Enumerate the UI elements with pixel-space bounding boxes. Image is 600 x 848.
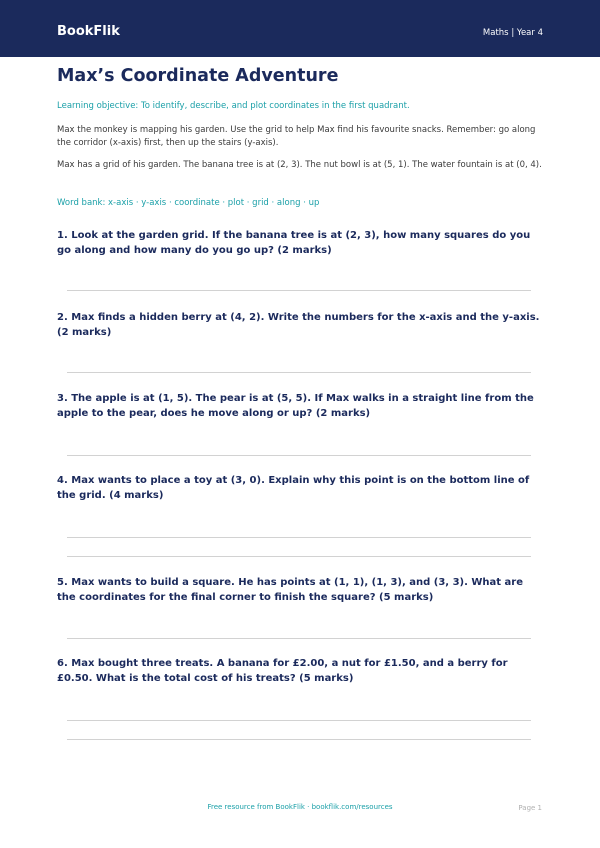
answer-line[interactable] [67,556,531,557]
answer-line[interactable] [67,720,531,721]
answer-line[interactable] [67,537,531,538]
footer-resource-link[interactable]: Free resource from BookFlik · bookflik.com/resources [207,803,393,811]
header-bar [0,0,600,57]
learning-objective: Learning objective: To identify, describe, and plot coordinates in the first quadrant. [57,101,410,111]
word-bank: Word bank: x-axis · y-axis · coordinate · plot · grid · along · up [57,198,320,208]
answer-line[interactable] [67,638,531,639]
intro-paragraph: Max the monkey is mapping his garden. Use the grid to help Max find his favourite snacks. Remember: go along the corridor (x-axis) first, then up the stairs (y-axis). [57,125,536,148]
question-4: 4. Max wants to place a toy at (3, 0). Explain why this point is on the bottom line of the grid. (4 marks) [57,475,530,501]
question-2: 2. Max finds a hidden berry at (4, 2). Write the numbers for the x-axis and the y-axis. (2 marks) [57,312,540,338]
answer-line[interactable] [67,372,531,373]
subject-year: Maths | Year 4 [482,28,543,38]
question-3: 3. The apple is at (1, 5). The pear is at (5, 5). If Max walks in a straight line from the apple to the pear, does he move along or up? (2 marks) [57,393,534,419]
page-number: Page 1 [518,804,542,812]
context-paragraph: Max has a grid of his garden. The banana tree is at (2, 3). The nut bowl is at (5, 1). The water fountain is at (0, 4). [57,160,542,170]
brand-logo: BookFlik [57,24,120,39]
question-1: 1. Look at the garden grid. If the banana tree is at (2, 3), how many squares do you go along and how many do you go up? (2 marks) [57,230,531,256]
question-6: 6. Max bought three treats. A banana for £2.00, a nut for £1.50, and a berry for £0.50. What is the total cost of his treats? (5 marks) [57,658,508,684]
answer-line[interactable] [67,739,531,740]
question-5: 5. Max wants to build a square. He has points at (1, 1), (1, 3), and (3, 3). What are the coordinates for the final corner to finish the square? (5 marks) [57,577,524,603]
page-title: Max’s Coordinate Adventure [57,66,339,86]
answer-line[interactable] [67,290,531,291]
answer-line[interactable] [67,455,531,456]
